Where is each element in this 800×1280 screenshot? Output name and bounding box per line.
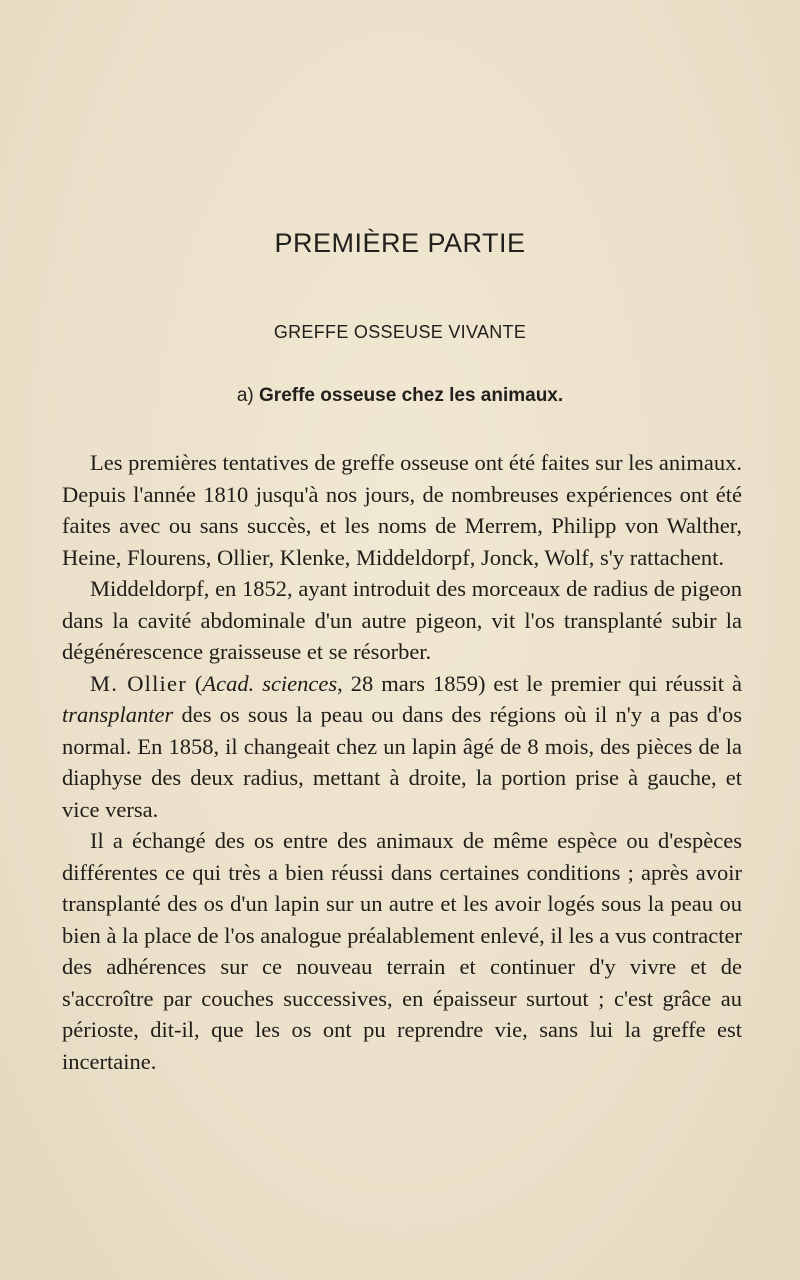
section-title: GREFFE OSSEUSE VIVANTE: [273, 322, 527, 342]
part-title: PREMIÈRE PARTIE: [274, 228, 526, 258]
subsection-label: a): [236, 385, 254, 406]
author-name: M. Ollier: [90, 670, 187, 696]
paragraph-2: Middeldorpf, en 1852, ayant introduit des morceaux de radius de pigeon dans la cavité abdominale d'un autre pigeon, vit l'os transplanté subir la dégénérescence graisseuse et se résorber.: [62, 576, 742, 664]
paragraph-3-part-1: est le premier qui réussit à: [485, 670, 742, 696]
subsection-title: Greffe osseuse chez les animaux.: [259, 385, 564, 406]
body-text: [62, 447, 742, 1077]
emphasized-word: transplanter: [62, 702, 174, 727]
paragraph-1: Les premières tentatives de greffe osseuse ont été faites sur les animaux. Depuis l'année 1810 jusqu'à nos jours, de nombreuses expériences ont été faites avec ou sans succès, et les noms de Merrem, Philipp von Walther, Heine, Flourens, Ollier, Klenke, Middeldorpf, Jonck, Wolf, s'y rattachent.: [62, 450, 742, 570]
citation-date: , 28 mars 1859): [337, 670, 486, 696]
paragraph-3-part-2: des os sous la peau ou dans des régions où il n'y a pas d'os normal. En 1858, il changeait chez un lapin âgé de 8 mois, des pièces de la diaphyse des deux radius, mettant à droite, la portion prise à gauche, et vice versa.: [62, 702, 742, 822]
paragraph-4: Il a échangé des os entre des animaux de même espèce ou d'espèces différentes ce qui très a bien réussi dans certaines conditions ; après avoir transplanté des os d'un lapin sur un autre et les avoir logés sous la peau ou bien à la place de l'os analogue préalablement enlevé, il les a vus contracter des adhérences sur ce nouveau terrain et continuer d'y vivre et de s'accroître par couches successives, en épaisseur surtout ; c'est grâce au périoste, dit-il, que les os ont pu reprendre vie, sans lui la greffe est incertaine.: [62, 828, 742, 1074]
subsection-heading: [0, 385, 800, 407]
citation-source: Acad. sciences: [202, 670, 338, 696]
paragraph-3: M. Ollier (Acad. sciences, 28 mars 1859) est le premier qui réussit à transplanter des os sous la peau ou dans des régions où il n'y a pas d'os normal. En 1858, il changeait chez un lapin âgé de 8 mois, des pièces de la diaphyse des deux radius, mettant à droite, la portion prise à gauche, et vice versa.: [62, 670, 742, 822]
